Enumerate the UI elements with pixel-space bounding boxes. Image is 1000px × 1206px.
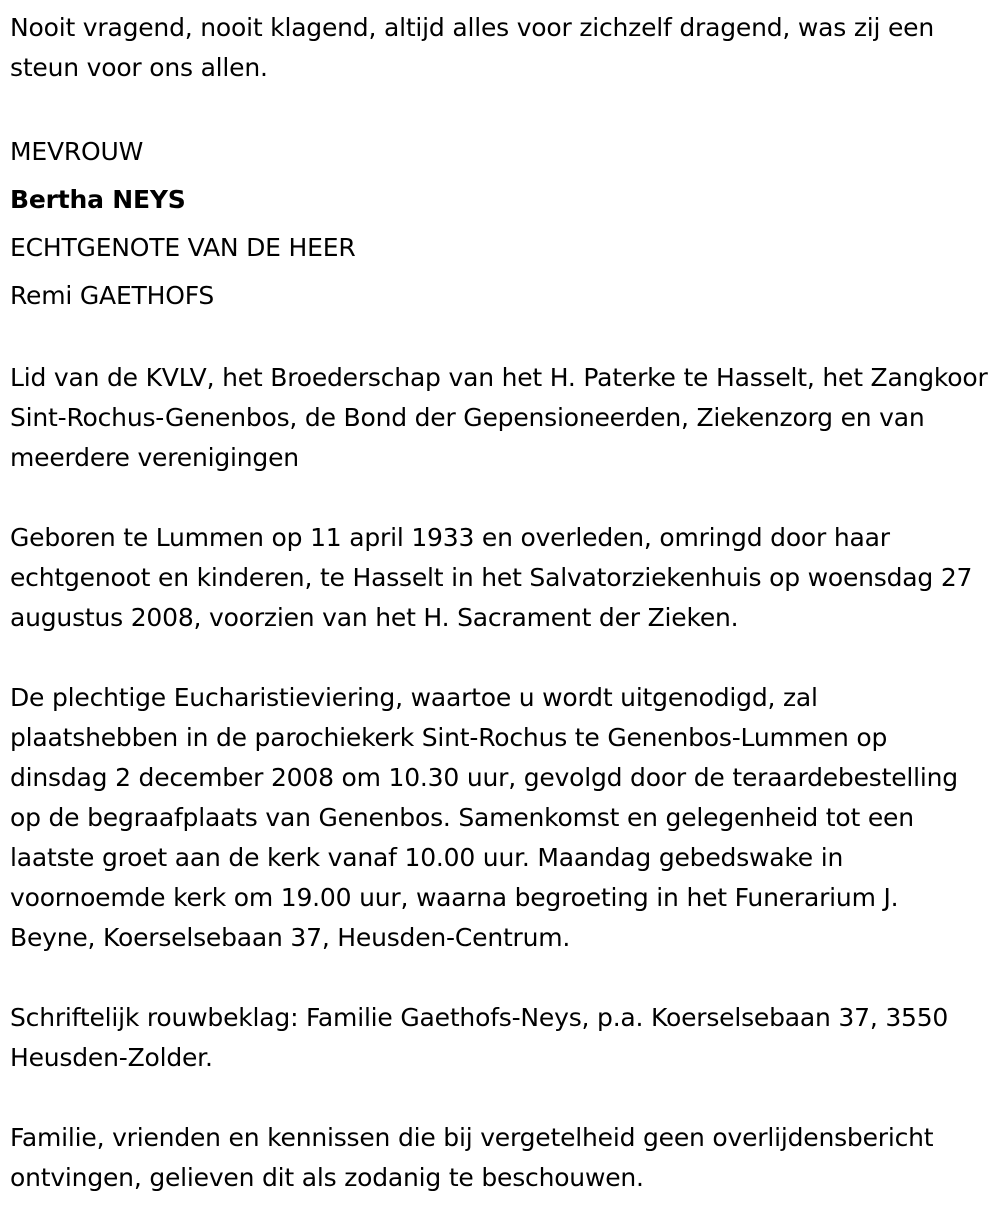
memberships-paragraph: Lid van de KVLV, het Broederschap van het H. Paterke te Hasselt, het Zangkoor Sint-Rochus-Genenbos, de Bond der Gepensioneerden, Ziekenzorg en van meerdere verenigingen — [10, 363, 988, 472]
closing-paragraph: Familie, vrienden en kennissen die bij vergetelheid geen overlijdensbericht ontvingen, gelieven dit als zodanig te beschouwen. — [10, 1123, 934, 1192]
birth-death-paragraph: Geboren te Lummen op 11 april 1933 en overleden, omringd door haar echtgenoot en kinderen, te Hasselt in het Salvatorziekenhuis op woensdag 27 augustus 2008, voorzien van het H. Sacrament der Zieken. — [10, 523, 973, 632]
deceased-name: Bertha NEYS — [10, 185, 186, 214]
salutation: MEVROUW — [10, 137, 144, 166]
spouse-name: Remi GAETHOFS — [10, 281, 215, 310]
condolence-address-paragraph: Schriftelijk rouwbeklag: Familie Gaethofs-Neys, p.a. Koerselsebaan 37, 3550 Heusden-Zolder. — [10, 1003, 949, 1072]
deceased-block — [10, 128, 990, 320]
motto-paragraph: Nooit vragend, nooit klagend, altijd alles voor zichzelf dragend, was zij een steun voor ons allen. — [10, 13, 935, 82]
spouse-label: ECHTGENOTE VAN DE HEER — [10, 233, 356, 262]
ceremony-paragraph: De plechtige Eucharistieviering, waartoe u wordt uitgenodigd, zal plaatshebben in de parochiekerk Sint-Rochus te Genenbos-Lummen op dinsdag 2 december 2008 om 10.30 uur, gevolgd door de teraardebestelling op de begraafplaats van Genenbos. Samenkomst en gelegenheid tot een laatste groet aan de kerk vanaf 10.00 uur. Maandag gebedswake in voornoemde kerk om 19.00 uur, waarna begroeting in het Funerarium J. Beyne, Koerselsebaan 37, Heusden-Centrum. — [10, 683, 958, 952]
